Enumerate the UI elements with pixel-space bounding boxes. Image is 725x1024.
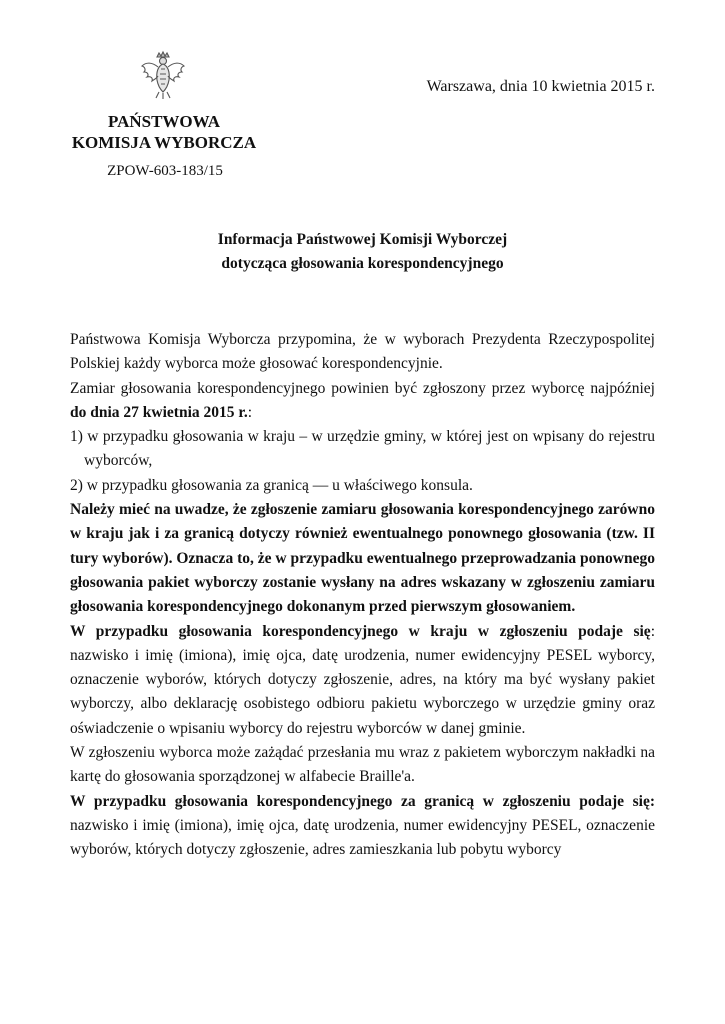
paragraph-2-text: Zamiar głosowania korespondencyjnego powinien być zgłoszony przez wyborcę najpóźniej (70, 379, 655, 397)
paragraph-4-bold: W przypadku głosowania korespondencyjnego w kraju w zgłoszeniu podaje się (70, 622, 651, 640)
paragraph-5: W zgłoszeniu wyborca może zażądać przesłania mu wraz z pakietem wyborczym nakładki na kartę do głosowania sporządzonej w alfabecie Braille'a. (70, 744, 655, 786)
list-item-1: 1) w przypadku głosowania w kraju – w urzędzie gminy, w której jest on wpisany do rejestru wyborców, (70, 428, 655, 470)
paragraph-3 (70, 498, 655, 619)
paragraph-2 (70, 377, 655, 426)
document-title (70, 228, 655, 276)
polish-eagle-icon (140, 50, 186, 100)
place-date: Warszawa, dnia 10 kwietnia 2015 r. (426, 78, 655, 95)
paragraph-3-bold: Należy mieć na uwadze, że zgłoszenie zamiaru głosowania korespondencyjnego zarówno w kraju jak i za granicą dotyczy również ewentualnego ponownego głosowania (tzw. II tury wyborów). Oznacza to, że w przypadku ewentualnego przeprowadzania ponownego głosowania pakiet wyborczy zostanie wysłany na adres wskazany w zgłoszeniu zamiaru głosowania korespondencyjnego dokonanym przed pierwszym głosowaniem. (70, 501, 655, 616)
title-line-2: dotycząca głosowania korespondencyjnego (221, 255, 504, 272)
reference-number: ZPOW-603-183/15 (107, 163, 223, 179)
paragraph-2-end: : (247, 403, 253, 421)
org-line-1: PAŃSTWOWA (107, 112, 221, 131)
paragraph-4-text: : nazwisko i imię (imiona), imię ojca, datę urodzenia, numer ewidencyjny PESEL wyborcy, oznaczenie wyborów, których dotyczy zgłoszenie, adres, na który ma być wysłany pakiet wyborczy, albo deklarację osobistego odbioru pakietu wyborczego w urzędzie gminy oraz oświadczenie o wpisaniu wyborcy do rejestru wyborców w danej gminie. (70, 622, 655, 737)
org-line-2: KOMISJA WYBORCZA (71, 133, 257, 152)
paragraph-6-bold: W przypadku głosowania korespondencyjnego za granicą w zgłoszeniu podaje się: (70, 792, 655, 810)
paragraph-1: Państwowa Komisja Wyborcza przypomina, że w wyborach Prezydenta Rzeczypospolitej Polskiej każdy wyborca może głosować korespondencyjnie. (70, 331, 655, 373)
document-body (70, 328, 655, 863)
list-item-2: 2) w przypadku głosowania za granicą — u właściwego konsula. (70, 476, 473, 494)
organization-name (62, 111, 266, 153)
paragraph-6-text: nazwisko i imię (imiona), imię ojca, datę urodzenia, numer ewidencyjny PESEL, oznaczenie wyborów, których dotyczy zgłoszenie, adres zamieszkania lub pobytu wyborcy (70, 816, 655, 859)
paragraph-4 (70, 620, 655, 741)
deadline-date: do dnia 27 kwietnia 2015 r. (70, 403, 248, 421)
paragraph-6 (70, 790, 655, 863)
title-line-1: Informacja Państwowej Komisji Wyborczej (217, 231, 508, 248)
